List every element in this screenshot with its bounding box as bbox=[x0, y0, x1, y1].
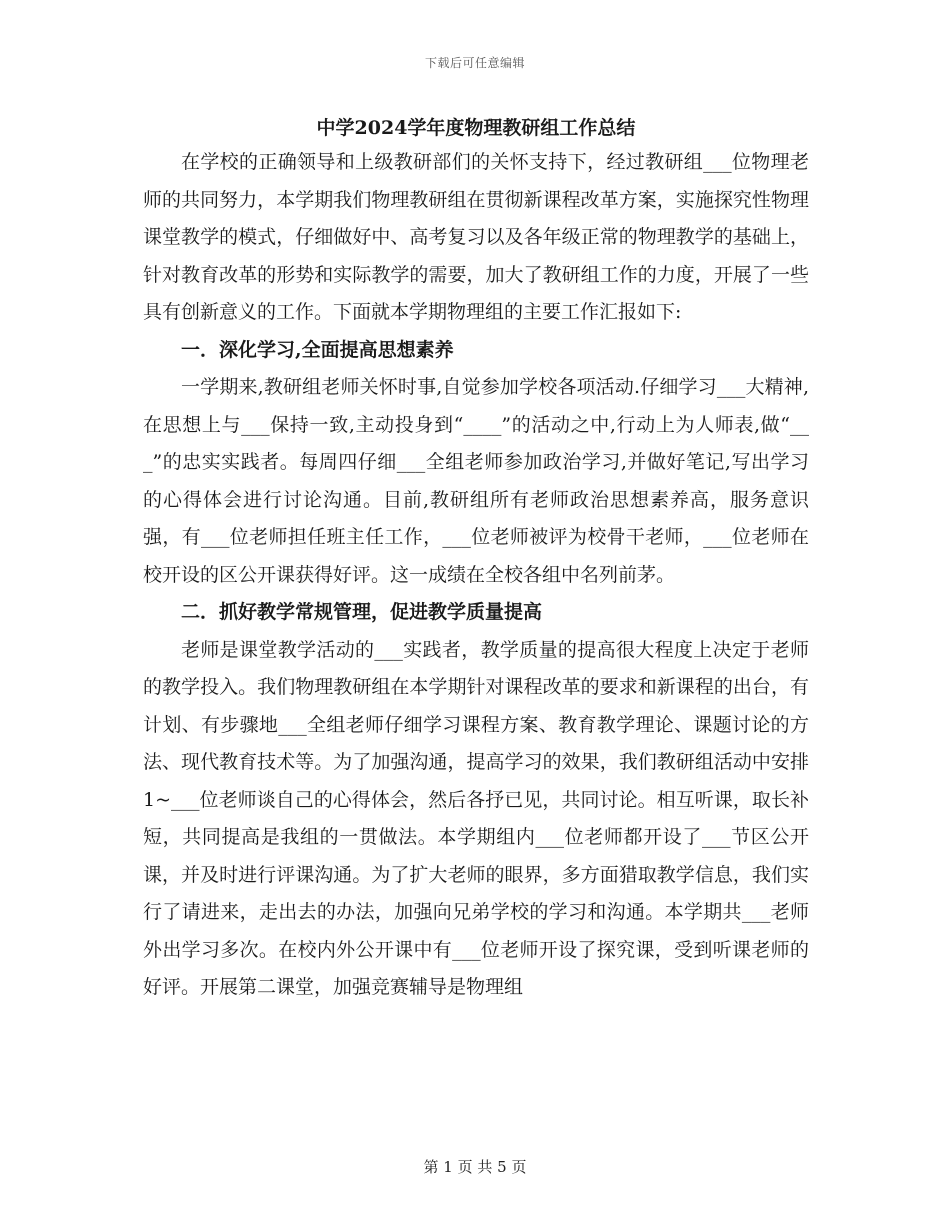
header-note: 下载后可任意编辑 bbox=[424, 56, 525, 70]
section-1-heading: 一．深化学习,全面提高思想素养 bbox=[181, 338, 454, 361]
intro-paragraph: 在学校的正确领导和上级教研部们的关怀支持下，经过教研组___位物理老师的共同努力，本学期我们物理教研组在贯彻新课程改革方案，实施探究性物理课堂教学的模式，仔细做好中、高考复习以及各年级正常的物理教学的基础上，针对教育改革的形势和实际教学的需要，加大了教研组工作的力度，开展了一些具有创新意义的工作。下面就本学期物理组的主要工作汇报如下: bbox=[143, 151, 809, 323]
section-2-heading: 二．抓好教学常规管理，促进教学质量提高 bbox=[181, 601, 543, 623]
section-2-paragraph: 老师是课堂教学活动的___实践者，教学质量的提高很大程度上决定于老师的教学投入。我们物理教研组在本学期针对课程改革的要求和新课程的出台，有计划、有步骤地___全组老师仔细学习课程方案、教育教学理论、课题讨论的方法、现代教育技术等。为了加强沟通，提高学习的效果，我们教研组活动中安排1~___位老师谈自己的心得体会，然后各抒已见，共同讨论。相互听课，取长补短，共同提高是我组的一贯做法。本学期组内___位老师都开设了___节区公开课，并及时进行评课沟通。为了扩大老师的眼界，多方面猎取教学信息，我们实行了请进来，走出去的办法，加强向兄弟学校的学习和沟通。本学期共___老师外出学习多次。在校内外公开课中有___位老师开设了探究课，受到听课老师的好评。开展第二课堂，加强竞赛辅导是物理组 bbox=[143, 638, 809, 998]
section-1-paragraph: 一学期来,教研组老师关怀时事,自觉参加学校各项活动.仔细学习___大精神,在思想上与___保持一致,主动投身到“____”的活动之中,行动上为人师表,做“___”的忠实实践者。每周四仔细___全组老师参加政治学习,并做好笔记,写出学习的心得体会进行讨论沟通。目前,教研组所有老师政治思想素养高，服务意识强，有___位老师担任班主任工作，___位老师被评为校骨干老师，___位老师在校开设的区公开课获得好评。这一成绩在全校各组中名列前茅。 bbox=[143, 376, 809, 586]
document-title: 中学2024学年度物理教研组工作总结 bbox=[316, 117, 636, 139]
document-body bbox=[143, 112, 809, 1007]
page-number: 第 1 页 共 5 页 bbox=[423, 1158, 527, 1176]
